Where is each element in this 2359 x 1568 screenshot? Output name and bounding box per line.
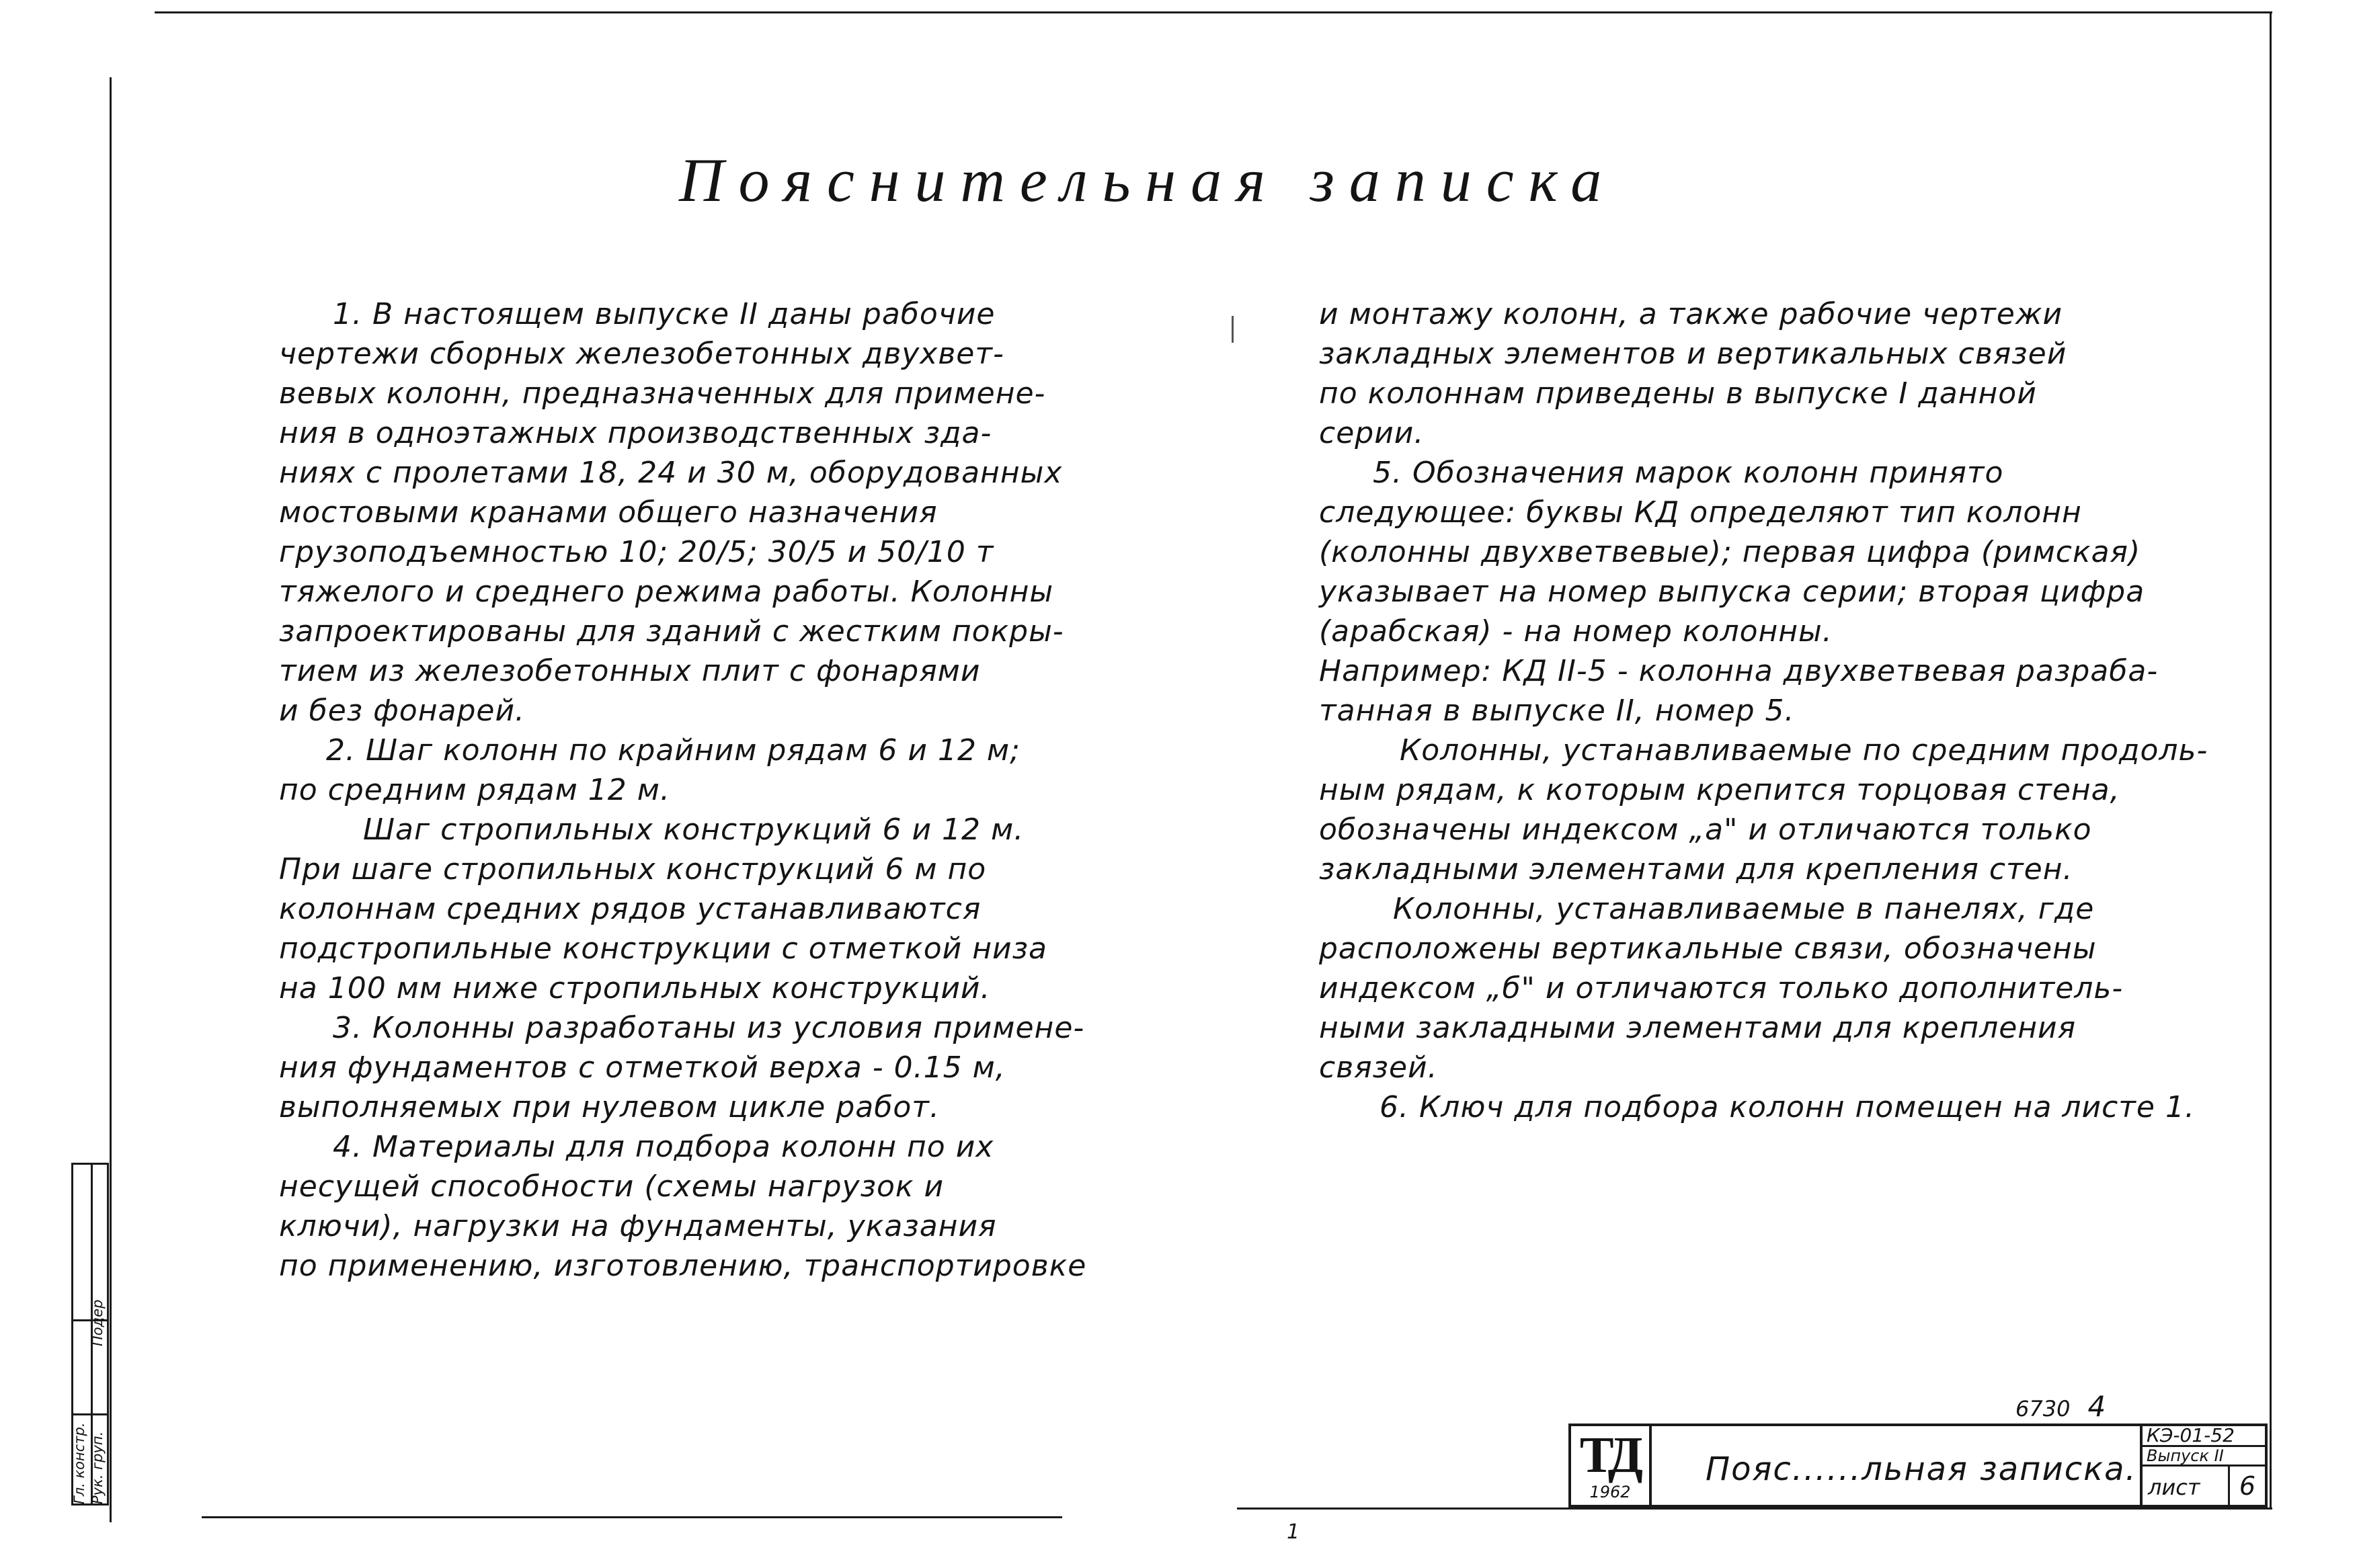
text-line: мостовыми кранами общего назначения (279, 495, 938, 530)
text-line: Шаг стропильных конструкций 6 и 12 м. (363, 813, 1025, 847)
text-line: ния фундаментов с отметкой верха - 0.15 м, (279, 1050, 1006, 1085)
text-line: и без фонарей. (279, 694, 526, 728)
text-line: ключи), нагрузки на фундаменты, указания (279, 1209, 997, 1243)
archive-copy-number: 4 (2087, 1390, 2106, 1423)
issue-label: Выпуск II (2143, 1447, 2265, 1467)
sheet-number: 6 (2228, 1467, 2265, 1505)
text-line: обозначены индексом „а" и отличаются только (1319, 813, 2092, 847)
series-code: КЭ-01-52 (2143, 1426, 2265, 1447)
text-line: колоннам средних рядов устанавливаются (279, 892, 982, 926)
text-line: тяжелого и среднего режима работы. Колонны (279, 575, 1054, 609)
text-line: танная в выпуске II, номер 5. (1319, 694, 1795, 728)
text-line: закладными элементами для крепления стен. (1319, 852, 2073, 886)
stamp-title: Пояс......льная записка. (1706, 1450, 2137, 1488)
text-line: на 100 мм ниже стропильных конструкций. (279, 971, 991, 1005)
text-line: по применению, изготовлению, транспортировке (279, 1249, 1087, 1283)
text-line: тием из железобетонных плит с фонарями (279, 654, 981, 688)
title-block (1568, 1423, 2268, 1508)
text-line: чертежи сборных железобетонных двухвет- (279, 337, 1004, 371)
text-line: подстропильные конструкции с отметкой низа (279, 932, 1047, 966)
approval-label: Гл. констр. (71, 1422, 87, 1504)
text-line: следующее: буквы КД определяют тип колонн (1319, 495, 2082, 530)
text-line: связей. (1319, 1050, 1438, 1085)
text-line: Колонны, устанавливаемые по средним продоль- (1400, 733, 2208, 768)
archive-number (2015, 1390, 2106, 1423)
text-line: выполняемых при нулевом цикле работ. (279, 1090, 940, 1124)
text-line: 5. Обозначения марок колонн принято (1373, 456, 2004, 490)
text-line: 4. Материалы для подбора колонн по их (333, 1130, 994, 1164)
text-line: запроектированы для зданий с жестким покры- (279, 614, 1064, 649)
text-line: Например: КД II-5 - колонна двухветвевая разраба- (1319, 654, 2159, 688)
archive-inventory-number: 6730 (2015, 1396, 2071, 1421)
page-number: 1 (1287, 1520, 1300, 1544)
text-line: вевых колонн, предназначенных для примене- (279, 376, 1046, 411)
text-line: индексом „б" и отличаются только дополнитель- (1319, 971, 2124, 1005)
frame-bottom-left (202, 1516, 1062, 1518)
text-line: серии. (1319, 416, 1425, 450)
text-line: указывает на номер выпуска серии; вторая цифра (1319, 575, 2145, 609)
text-line: расположены вертикальные связи, обозначены (1319, 932, 2097, 966)
text-line: и монтажу колонн, а также рабочие чертежи (1319, 297, 2063, 331)
text-line: 2. Шаг колонн по крайним рядам 6 и 12 м; (326, 733, 1021, 768)
text-line: (арабская) - на номер колонны. (1319, 614, 1833, 649)
text-line: ниях с пролетами 18, 24 и 30 м, оборудованных (279, 456, 1063, 490)
text-line: несущей способности (схемы нагрузок и (279, 1169, 945, 1204)
text-line: Колонны, устанавливаемые в панелях, где (1393, 892, 2095, 926)
sheet-label: лист (2148, 1475, 2200, 1500)
frame-top (155, 11, 2272, 13)
text-line: (колонны двухветвевые); первая цифра (римская) (1319, 535, 2141, 569)
text-line: ным рядам, к которым крепится торцовая стена, (1319, 773, 2120, 807)
text-line: по средним рядам 12 м. (279, 773, 670, 807)
text-line: При шаге стропильных конструкций 6 м по (279, 852, 987, 886)
frame-right (2270, 13, 2272, 1509)
page-title: Пояснительная записка (679, 146, 1617, 214)
frame-bottom-right (1237, 1508, 2272, 1510)
text-line: закладных элементов и вертикальных связей (1319, 337, 2067, 371)
text-line: 6. Ключ для подбора колонн помещен на листе 1. (1380, 1090, 2195, 1124)
text-line: грузоподъемностью 10; 20/5; 30/5 и 50/10 т (279, 535, 994, 569)
approval-label: Подер (89, 1299, 106, 1346)
text-line: 1. В настоящем выпуске II даны рабочие (333, 297, 996, 331)
text-line: ния в одноэтажных производственных зда- (279, 416, 992, 450)
text-line: 3. Колонны разработаны из условия примене- (333, 1011, 1085, 1045)
center-tick (1232, 316, 1234, 343)
text-line: ными закладными элементами для крепления (1319, 1011, 2077, 1045)
approval-label: Рук. груп. (89, 1431, 106, 1504)
logo (1571, 1426, 1652, 1505)
sheet-cell (2143, 1467, 2265, 1505)
left-text-column (279, 294, 1092, 1286)
frame-left (110, 77, 112, 1522)
logo-year: 1962 (1589, 1483, 1631, 1501)
approval-labels (71, 1300, 107, 1504)
right-text-column (1319, 294, 2260, 1127)
text-line: по колоннам приведены в выпуске I данной (1319, 376, 2037, 411)
logo-mark: ТД (1579, 1427, 1641, 1483)
stamp-info (2140, 1426, 2265, 1505)
